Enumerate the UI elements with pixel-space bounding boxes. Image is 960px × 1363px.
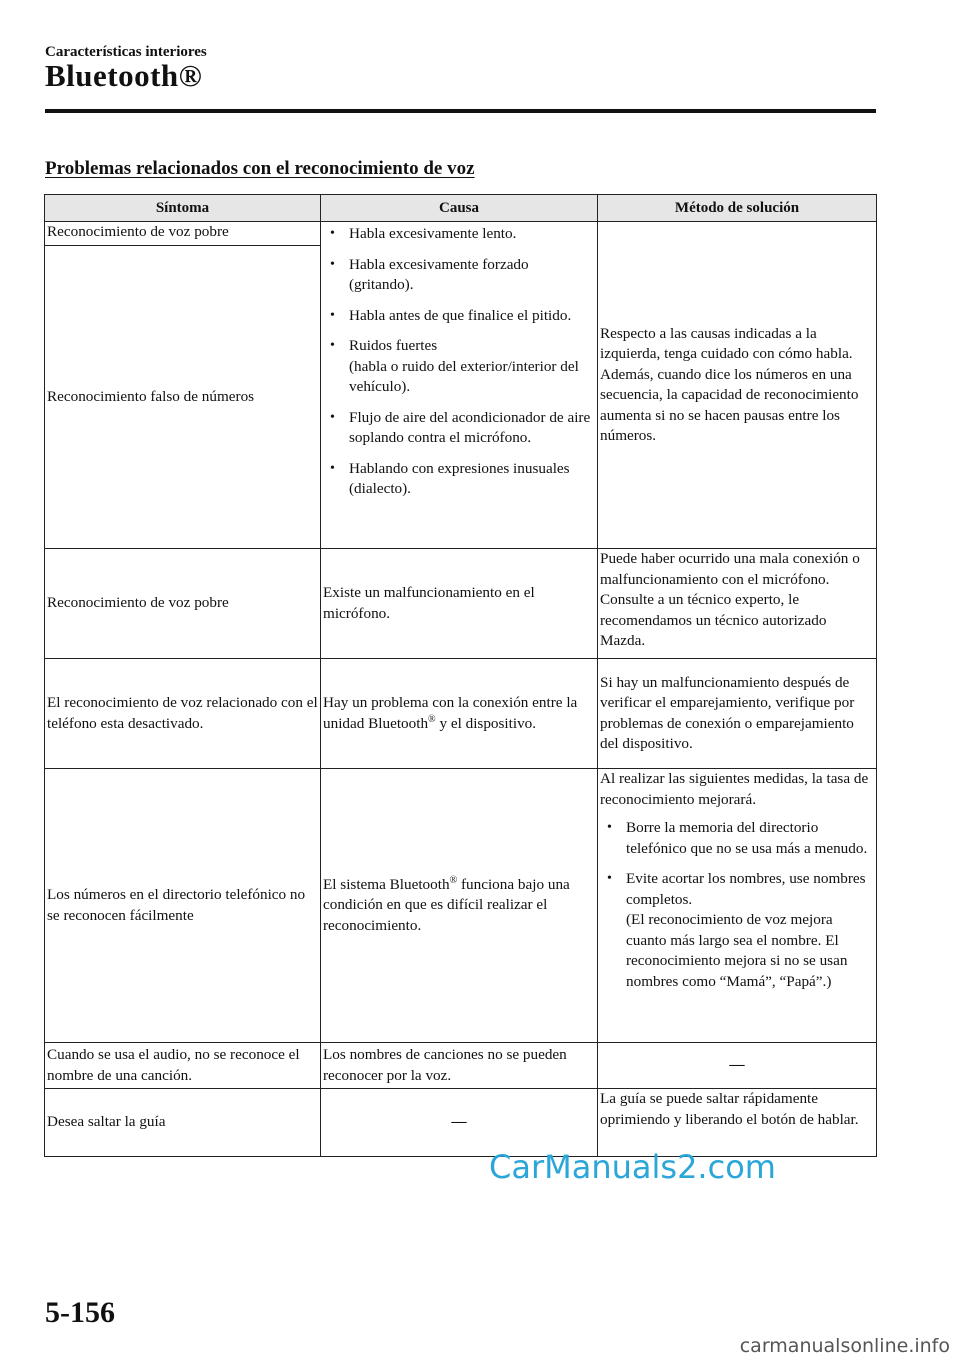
troubleshooting-table (44, 194, 877, 1157)
list-item: • Flujo de aire del acondicionador de aire soplando contra el micrófono. (323, 408, 595, 449)
solution-cell: — (598, 1043, 877, 1089)
cause-cell: Los nombres de canciones no se pueden reconocer por la voz. (321, 1043, 598, 1089)
column-header-solution: Método de solución (598, 195, 877, 222)
cause-cell (321, 769, 598, 1043)
registered-mark: ® (449, 874, 458, 886)
footer-watermark: carmanualsonline.info (739, 1335, 950, 1357)
solution-cell: Si hay un malfuncionamiento después de verificar el emparejamiento, verifique por problemas de conexión o emparejamiento del dispositivo. (598, 659, 877, 769)
table-row (45, 1043, 877, 1089)
solution-cell (598, 769, 877, 1043)
cause-cell: — (321, 1089, 598, 1157)
solution-intro: Al realizar las siguientes medidas, la tasa de reconocimiento mejorará. (600, 770, 869, 808)
cause-text-end: y el dispositivo. (435, 714, 537, 732)
cause-text-end: funciona bajo una condición en que es difícil realizar el reconocimiento. (323, 875, 570, 934)
cause-cell (321, 659, 598, 769)
solution-cell: Respecto a las causas indicadas a la izquierda, tenga cuidado con cómo habla. Además, cuando dice los números en una secuencia, la capacidad de reconocimiento aumenta si no se hacen pausas entre los números. (598, 222, 877, 549)
table-header-row (45, 195, 877, 222)
watermark: CarManuals2.com (489, 1148, 776, 1186)
symptom-cell: Cuando se usa el audio, no se reconoce el nombre de una canción. (45, 1043, 321, 1089)
page-number: 5-156 (45, 1296, 115, 1329)
symptom-cell: Los números en el directorio telefónico no se reconocen fácilmente (45, 769, 321, 1043)
column-header-symptom: Síntoma (45, 195, 321, 222)
header-rule (45, 109, 876, 113)
symptom-cell: Desea saltar la guía (45, 1089, 321, 1157)
table-row (45, 1089, 877, 1157)
list-item: • Hablando con expresiones inusuales (dialecto). (323, 459, 595, 500)
table-row (45, 769, 877, 1043)
cause-list (323, 224, 595, 500)
symptom-cell: El reconocimiento de voz relacionado con el teléfono esta desactivado. (45, 659, 321, 769)
cause-text: Hay un problema con la conexión entre la unidad Bluetooth (323, 694, 578, 732)
list-item: • Habla antes de que finalice el pitido. (323, 306, 595, 327)
list-item: • Habla excesivamente forzado (gritando). (323, 255, 595, 296)
table-row (45, 659, 877, 769)
cause-cell (321, 222, 598, 549)
column-header-cause: Causa (321, 195, 598, 222)
solution-cell: La guía se puede saltar rápidamente oprimiendo y liberando el botón de hablar. (598, 1089, 877, 1157)
symptom-cell: Reconocimiento falso de números (45, 246, 321, 549)
list-item: • Ruidos fuertes (habla o ruido del exterior/interior del vehículo). (323, 336, 595, 398)
cause-cell: Existe un malfuncionamiento en el micrófono. (321, 549, 598, 659)
symptom-cell: Reconocimiento de voz pobre (45, 222, 321, 246)
section-heading: Problemas relacionados con el reconocimiento de voz (45, 158, 475, 179)
list-item: • Borre la memoria del directorio telefónico que no se usa más a menudo. (600, 818, 874, 859)
list-item: • Evite acortar los nombres, use nombres completos. (El reconocimiento de voz mejora cuanto más largo sea el nombre. El reconocimiento mejora si no se usan nombres como “Mamá”, “Papá”.) (600, 869, 874, 992)
section-label: Características interiores (45, 44, 207, 60)
chapter-title: Bluetooth® (45, 58, 203, 93)
table-row (45, 222, 877, 246)
solution-cell: Puede haber ocurrido una mala conexión o malfuncionamiento con el micrófono. Consulte a un técnico experto, le recomendamos un técnico autorizado Mazda. (598, 549, 877, 659)
registered-mark: ® (428, 713, 436, 725)
table-row (45, 549, 877, 659)
list-item: • Habla excesivamente lento. (323, 224, 595, 245)
solution-list (600, 818, 874, 992)
symptom-cell: Reconocimiento de voz pobre (45, 549, 321, 659)
cause-text: El sistema Bluetooth (323, 875, 450, 893)
